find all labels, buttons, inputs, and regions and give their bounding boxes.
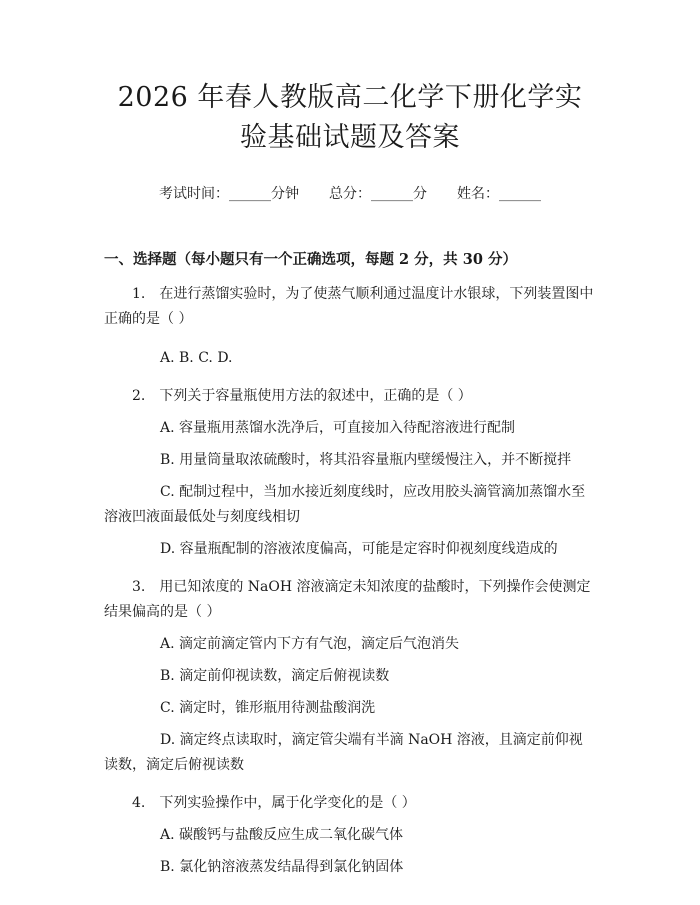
exam-meta: [104, 184, 596, 204]
question-stem: 下列关于容量瓶使用方法的叙述中，正确的是（ ）: [159, 388, 472, 404]
question-4: [104, 791, 596, 816]
question-2-option-b: B. 用量筒量取浓硫酸时，将其沿容量瓶内壁缓慢注入，并不断搅拌: [160, 452, 572, 468]
question-3-option-b: B. 滴定前仰视读数，滴定后俯视读数: [160, 668, 390, 684]
question-3-option-a: A. 滴定前滴定管内下方有气泡，滴定后气泡消失: [160, 636, 460, 652]
question-stem: 在进行蒸馏实验时，为了使蒸气顺利通过温度计水银球，下列装置图中正确的是（ ）: [104, 286, 594, 327]
total-score-field: 总分：______分: [329, 186, 427, 202]
page-title: 2026 年春人教版高二化学下册化学实验基础试题及答案: [117, 82, 583, 153]
question-3: [104, 575, 596, 625]
question-2-option-d: D. 容量瓶配制的溶液浓度偏高，可能是定容时仰视刻度线造成的: [160, 541, 558, 557]
question-2-option-c: C. 配制过程中，当加水接近刻度线时，应改用胶头滴管滴加蒸馏水至溶液凹液面最低处与刻度线相切: [104, 484, 586, 525]
exam-time-field: 考试时间：______分钟: [159, 186, 299, 202]
question-1-options: A. B. C. D.: [160, 350, 233, 366]
section-heading: 一、选择题（每小题只有一个正确选项，每题 2 分，共 30 分）: [104, 251, 517, 268]
question-3-option-d: D. 滴定终点读取时，滴定管尖端有半滴 NaOH 溶液，且滴定前仰视读数，滴定后俯视读数: [104, 732, 583, 773]
question-number: 4.: [132, 795, 146, 811]
question-number: 1.: [132, 286, 146, 302]
name-field: 姓名：______: [457, 186, 541, 202]
question-stem: 下列实验操作中，属于化学变化的是（ ）: [159, 795, 416, 811]
question-2-option-a: A. 容量瓶用蒸馏水洗净后，可直接加入待配溶液进行配制: [160, 420, 516, 436]
question-number: 2.: [132, 388, 146, 404]
question-stem: 用已知浓度的 NaOH 溶液滴定未知浓度的盐酸时，下列操作会使测定结果偏高的是（ ）: [104, 579, 591, 620]
question-2: [104, 384, 596, 409]
question-3-option-c: C. 滴定时，锥形瓶用待测盐酸润洗: [160, 700, 376, 716]
question-4-option-b: B. 氯化钠溶液蒸发结晶得到氯化钠固体: [160, 859, 404, 875]
question-number: 3.: [132, 579, 146, 595]
question-4-option-a: A. 碳酸钙与盐酸反应生成二氧化碳气体: [160, 827, 404, 843]
question-1: [104, 282, 596, 332]
